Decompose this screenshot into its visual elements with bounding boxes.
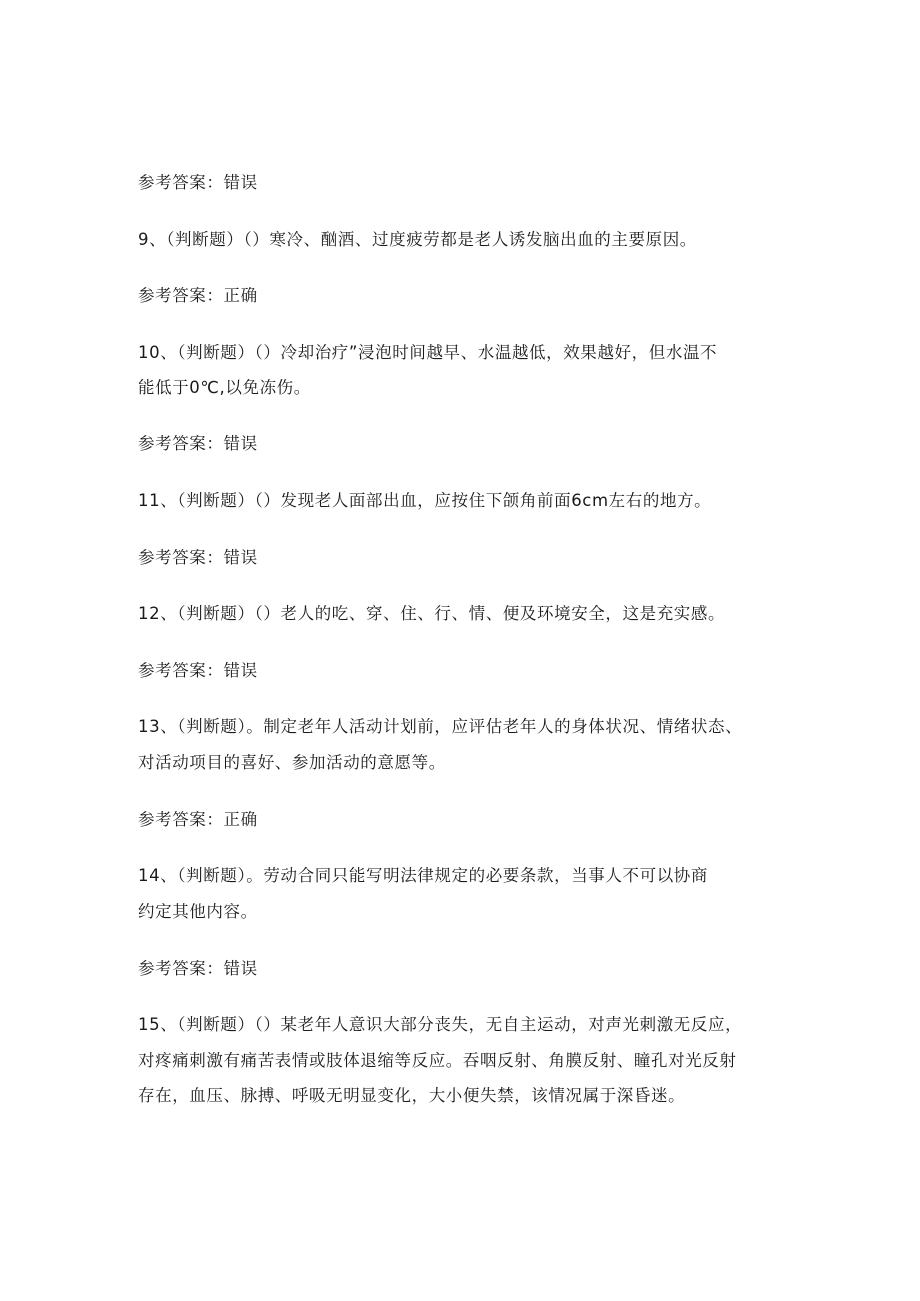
question-11: 11、（判断题）（）发现老人面部出血，应按住下颌角前面6cm左右的地方。 <box>138 491 712 510</box>
question-15-line-1: 15、（判断题）（）某老年人意识大部分丧失，无自主运动，对声光刺激无反应， <box>138 1015 743 1034</box>
question-15-line-3: 存在，血压、脉搏、呼吸无明显变化，大小便失禁，该情况属于深昏迷。 <box>138 1086 686 1105</box>
question-9: 9、（判断题）（）寒冷、酗酒、过度疲劳都是老人诱发脑出血的主要原因。 <box>138 230 697 249</box>
question-15-line-2: 对疼痛刺激有痛苦表情或肢体退缩等反应。吞咽反射、角膜反射、瞳孔对光反射 <box>138 1051 737 1070</box>
question-13-line-1: 13、（判断题）。制定老年人活动计划前，应评估老年人的身体状况、情绪状态、 <box>138 717 743 736</box>
question-14-line-2: 约定其他内容。 <box>138 902 258 921</box>
answer-8: 参考答案：错误 <box>138 173 258 192</box>
answer-10: 参考答案：错误 <box>138 434 258 453</box>
question-12: 12、（判断题）（）老人的吃、穿、住、行、情、便及环境安全，这是充实感。 <box>138 604 726 623</box>
answer-11: 参考答案：错误 <box>138 548 258 567</box>
question-10-line-2: 能低于0℃,以免冻伤。 <box>138 378 311 397</box>
answer-13: 参考答案：正确 <box>138 810 258 829</box>
answer-9: 参考答案：正确 <box>138 286 258 305</box>
question-10-line-1: 10、（判断题）（）冷却治疗”浸泡时间越早、水温越低，效果越好，但水温不 <box>138 343 718 362</box>
answer-12: 参考答案：错误 <box>138 661 258 680</box>
answer-14: 参考答案：错误 <box>138 959 258 978</box>
question-14-line-1: 14、（判断题）。劳动合同只能写明法律规定的必要条款，当事人不可以协商 <box>138 866 708 885</box>
question-13-line-2: 对活动项目的喜好、参加活动的意愿等。 <box>138 753 446 772</box>
